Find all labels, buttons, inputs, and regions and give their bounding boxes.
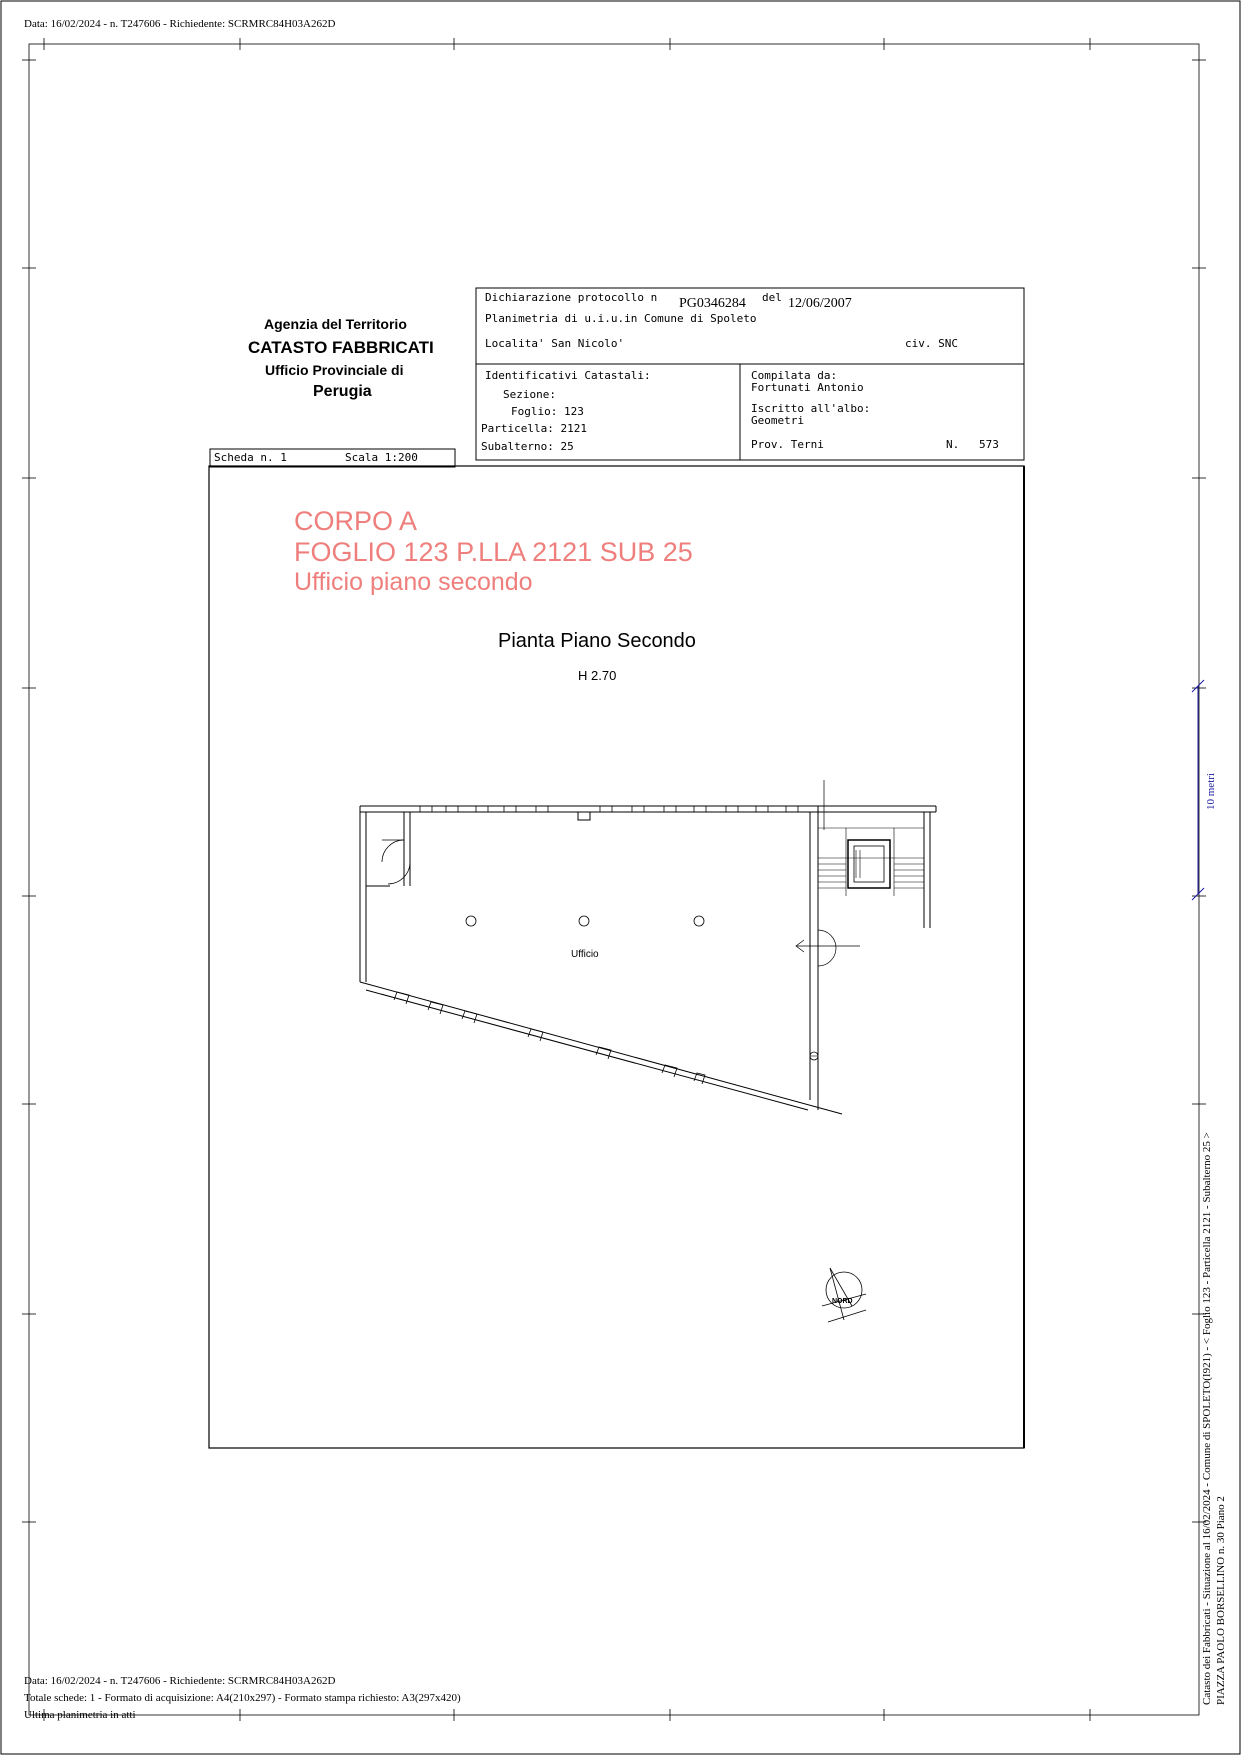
floor-plan <box>360 780 936 1114</box>
compiler-province: Prov. Terni <box>751 438 824 451</box>
room-height: H 2.70 <box>578 668 617 683</box>
annotation-ufficio: Ufficio piano secondo <box>294 568 533 596</box>
north-label: NORD <box>832 1298 853 1305</box>
footer-request-line: Data: 16/02/2024 - n. T247606 - Richiedente: SCRMRC84H03A262D <box>24 1675 336 1687</box>
provincial-office: Ufficio Provinciale di <box>265 362 404 378</box>
protocol-number: PG0346284 <box>679 296 746 311</box>
planimetry-line: Planimetria di u.i.u.in Comune di Spoleto <box>485 312 757 325</box>
north-symbol <box>822 1268 866 1322</box>
annotation-corpo: CORPO A <box>294 506 418 536</box>
civic-number: civ. SNC <box>905 337 958 350</box>
sezione: Sezione: <box>503 388 556 401</box>
albo-number-label: N. <box>946 438 960 451</box>
plan-title: Pianta Piano Secondo <box>498 630 696 652</box>
scheda-number: Scheda n. 1 <box>214 451 287 464</box>
scale-bar <box>1192 680 1204 900</box>
footer-format-line: Totale schede: 1 - Formato di acquisizione: A4(210x297) - Formato stampa richiesto: A3(297x420) <box>24 1692 461 1704</box>
date-label: del <box>762 291 782 304</box>
compiler-label: Compilata da: <box>751 369 838 382</box>
particella: Particella: 2121 <box>481 422 587 435</box>
catasto-title: CATASTO FABBRICATI <box>248 338 434 357</box>
agency-name: Agenzia del Territorio <box>264 316 407 332</box>
identifiers-title: Identificativi Catastali: <box>485 369 651 382</box>
albo-label: Iscritto all'albo: <box>751 402 871 415</box>
locality: Localita' San Nicolo' <box>485 337 625 350</box>
footer-last-plan: Ultima planimetria in atti <box>24 1709 136 1721</box>
room-label: Ufficio <box>571 949 599 960</box>
annotation-foglio: FOGLIO 123 P.LLA 2121 SUB 25 <box>294 537 693 567</box>
province-name: Perugia <box>313 383 372 400</box>
declaration-date: 12/06/2007 <box>788 296 852 311</box>
protocol-label: Dichiarazione protocollo n <box>485 291 658 304</box>
foglio: Foglio: 123 <box>511 405 584 418</box>
top-request-line: Data: 16/02/2024 - n. T247606 - Richiedente: SCRMRC84H03A262D <box>24 18 336 30</box>
compiler-name: Fortunati Antonio <box>751 381 864 394</box>
address-line: PIAZZA PAOLO BORSELLINO n. 30 Piano 2 <box>1215 1496 1227 1705</box>
albo-number: 573 <box>979 438 999 451</box>
scale-ratio: Scala 1:200 <box>345 451 418 464</box>
scale-bar-label: 10 metri <box>1205 773 1217 810</box>
catasto-situation: Catasto dei Fabbricati - Situazione al 16/02/2024 - Comune di SPOLETO(I921) - < Foglio 123 - Particella 2121 - Subalterno 25 > <box>1201 1132 1213 1705</box>
albo-value: Geometri <box>751 414 804 427</box>
drawing-box <box>209 466 1024 1448</box>
subalterno: Subalterno: 25 <box>481 440 574 453</box>
